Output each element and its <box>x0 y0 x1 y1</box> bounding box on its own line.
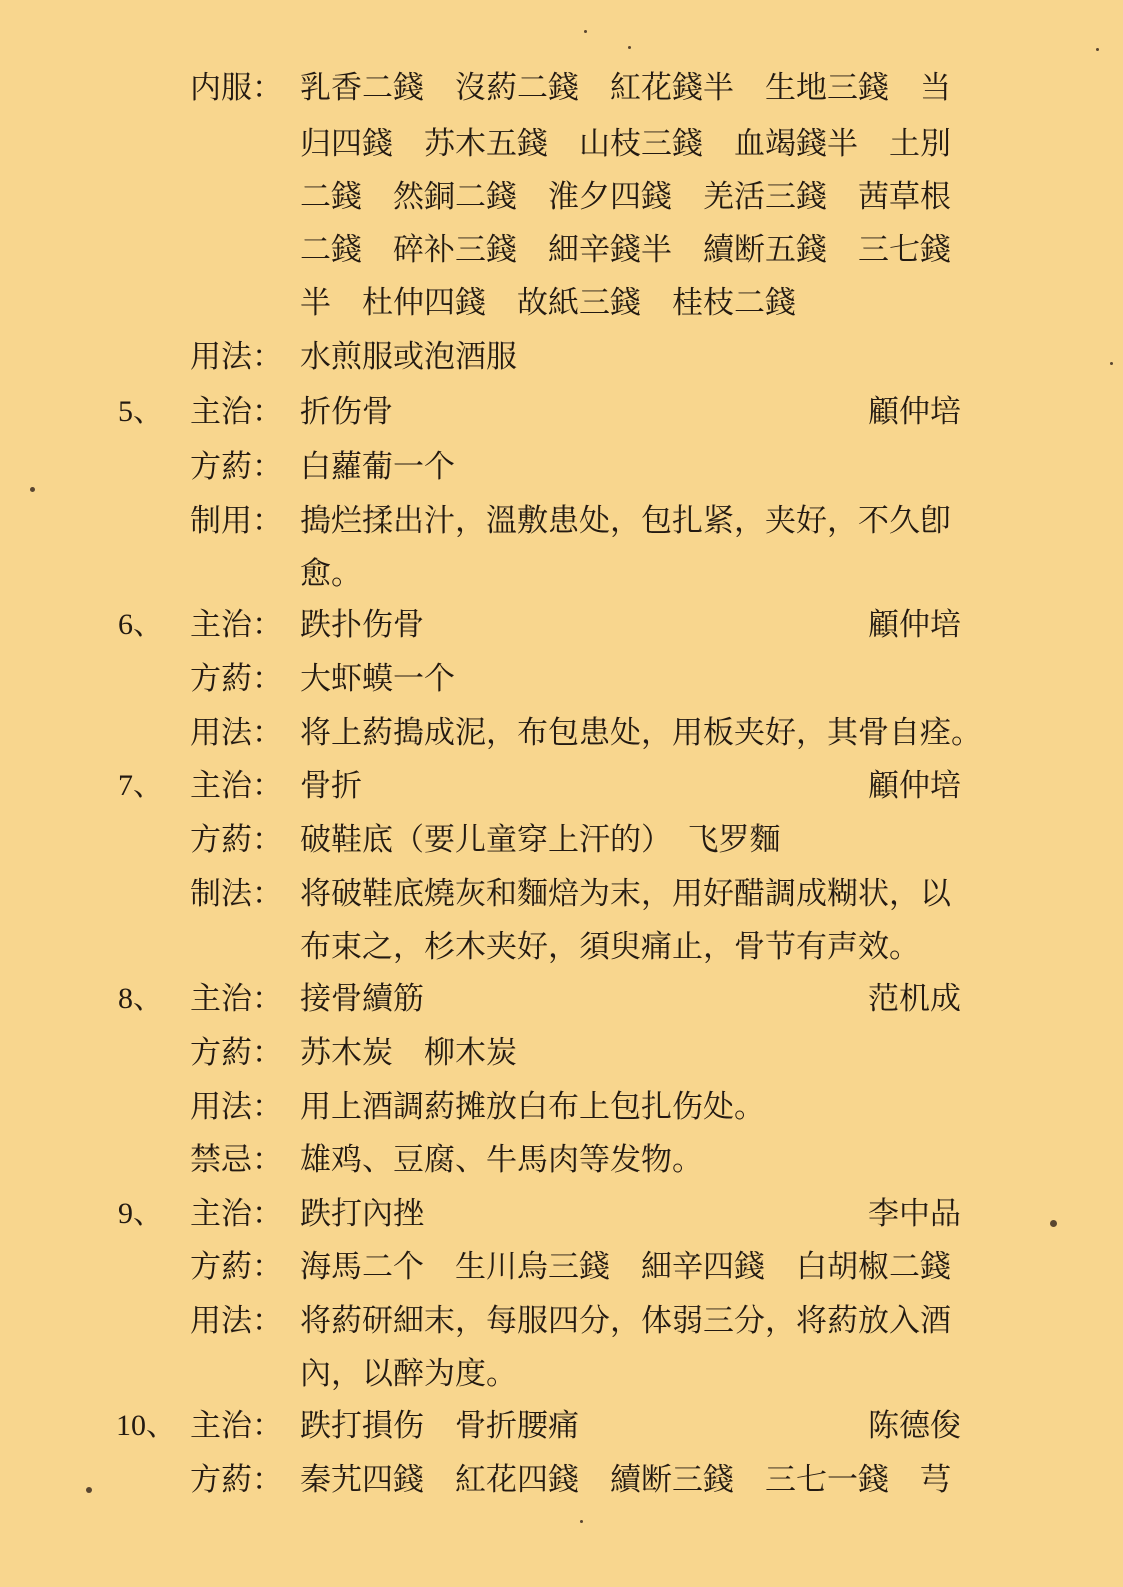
field-label: 内服： <box>190 70 283 106</box>
field-label: 制法： <box>190 876 283 912</box>
field-text: 海馬二个 生川烏三錢 細辛四錢 白胡椒二錢 <box>300 1249 951 1285</box>
field-text: 接骨續筋 <box>300 981 424 1017</box>
scan-speck <box>580 1520 583 1523</box>
field-label: 方葯： <box>190 1462 283 1498</box>
field-text: 二錢 碎补三錢 細辛錢半 續断五錢 三七錢 <box>300 232 951 268</box>
text-line <box>0 548 1123 600</box>
field-text: 跌打損伤 骨折腰痛 <box>300 1408 579 1444</box>
field-text: 骨折 <box>300 768 362 804</box>
field-text: 将上葯搗成泥，布包患处，用板夹好，其骨自痊。 <box>300 715 982 751</box>
field-label: 方葯： <box>190 1249 283 1285</box>
field-label: 方葯： <box>190 1035 283 1071</box>
scan-speck <box>628 46 631 49</box>
contributor-name: 范机成 <box>868 981 961 1017</box>
text-line <box>0 599 1123 651</box>
text-line <box>0 1295 1123 1347</box>
field-label: 主治： <box>190 1196 283 1232</box>
field-label: 用法： <box>190 715 283 751</box>
field-label: 主治： <box>190 394 283 430</box>
scan-speck <box>1110 362 1113 365</box>
text-line <box>0 1027 1123 1079</box>
text-line <box>0 171 1123 223</box>
field-label: 方葯： <box>190 449 283 485</box>
text-line <box>0 707 1123 759</box>
text-line <box>0 1454 1123 1506</box>
entry-number: 10、 <box>116 1409 176 1442</box>
field-label: 主治： <box>190 607 283 643</box>
text-line <box>0 1134 1123 1186</box>
field-label: 用法： <box>190 339 283 375</box>
text-line <box>0 760 1123 812</box>
field-label: 制用： <box>190 503 283 539</box>
text-line <box>0 1400 1123 1452</box>
text-line <box>0 224 1123 276</box>
field-text: 破鞋底（要儿童穿上汗的） 飞罗麵 <box>300 822 781 858</box>
field-text: 布束之，杉木夹好，須臾痛止，骨节有声效。 <box>300 929 920 965</box>
scan-speck <box>1050 1220 1057 1227</box>
field-text: 搗烂揉出汁，溫敷患处，包扎紧，夹好，不久卽 <box>300 503 951 539</box>
scan-speck <box>1096 48 1099 51</box>
text-line <box>0 495 1123 547</box>
contributor-name: 陈德俊 <box>868 1408 961 1444</box>
field-label: 方葯： <box>190 822 283 858</box>
text-line <box>0 1348 1123 1400</box>
text-line <box>0 921 1123 973</box>
field-label: 禁忌： <box>190 1142 283 1178</box>
text-line <box>0 331 1123 383</box>
field-text: 将葯研細末，每服四分，体弱三分，将葯放入酒 <box>300 1303 951 1339</box>
text-line <box>0 386 1123 438</box>
field-text: 归四錢 苏木五錢 山枝三錢 血竭錢半 土別 <box>300 126 951 162</box>
field-label: 主治： <box>190 1408 283 1444</box>
field-text: 乳香二錢 沒葯二錢 紅花錢半 生地三錢 当 <box>300 70 951 106</box>
text-line <box>0 1188 1123 1240</box>
field-label: 方葯： <box>190 661 283 697</box>
contributor-name: 李中品 <box>868 1196 961 1232</box>
text-line <box>0 1081 1123 1133</box>
field-text: 将破鞋底燒灰和麵焙为末，用好醋調成糊状，以 <box>300 876 951 912</box>
text-line <box>0 814 1123 866</box>
scan-speck <box>584 30 587 33</box>
field-text: 雄鸡、豆腐、牛馬肉等发物。 <box>300 1142 703 1178</box>
field-text: 用上酒調葯摊放白布上包扎伤处。 <box>300 1089 765 1125</box>
field-text: 大虾蟆一个 <box>300 661 455 697</box>
scan-speck <box>30 487 35 492</box>
entry-number: 6、 <box>118 608 163 641</box>
field-text: 水煎服或泡酒服 <box>300 339 517 375</box>
field-text: 折伤骨 <box>300 394 393 430</box>
field-text: 跌打內挫 <box>300 1196 424 1232</box>
field-text: 苏木炭 柳木炭 <box>300 1035 517 1071</box>
field-text: 內，以醉为度。 <box>300 1356 517 1392</box>
entry-number: 5、 <box>118 395 163 428</box>
field-text: 愈。 <box>300 556 362 592</box>
field-text: 半 杜仲四錢 故紙三錢 桂枝二錢 <box>300 285 796 321</box>
field-label: 用法： <box>190 1089 283 1125</box>
field-label: 主治： <box>190 981 283 1017</box>
contributor-name: 顧仲培 <box>868 768 961 804</box>
text-line <box>0 1241 1123 1293</box>
entry-number: 8、 <box>118 982 163 1015</box>
text-line <box>0 118 1123 170</box>
contributor-name: 顧仲培 <box>868 607 961 643</box>
scan-speck <box>86 1487 92 1493</box>
text-line <box>0 653 1123 705</box>
text-line <box>0 441 1123 493</box>
field-text: 秦艽四錢 紅花四錢 續断三錢 三七一錢 芎 <box>300 1462 951 1498</box>
entry-number: 7、 <box>118 769 163 802</box>
field-text: 跌扑伤骨 <box>300 607 424 643</box>
text-line <box>0 973 1123 1025</box>
field-label: 主治： <box>190 768 283 804</box>
text-line <box>0 868 1123 920</box>
field-text: 白蘿葡一个 <box>300 449 455 485</box>
text-line <box>0 62 1123 114</box>
field-text: 二錢 然銅二錢 淮夕四錢 羌活三錢 茜草根 <box>300 179 951 215</box>
text-line <box>0 277 1123 329</box>
contributor-name: 顧仲培 <box>868 394 961 430</box>
field-label: 用法： <box>190 1303 283 1339</box>
entry-number: 9、 <box>118 1197 163 1230</box>
